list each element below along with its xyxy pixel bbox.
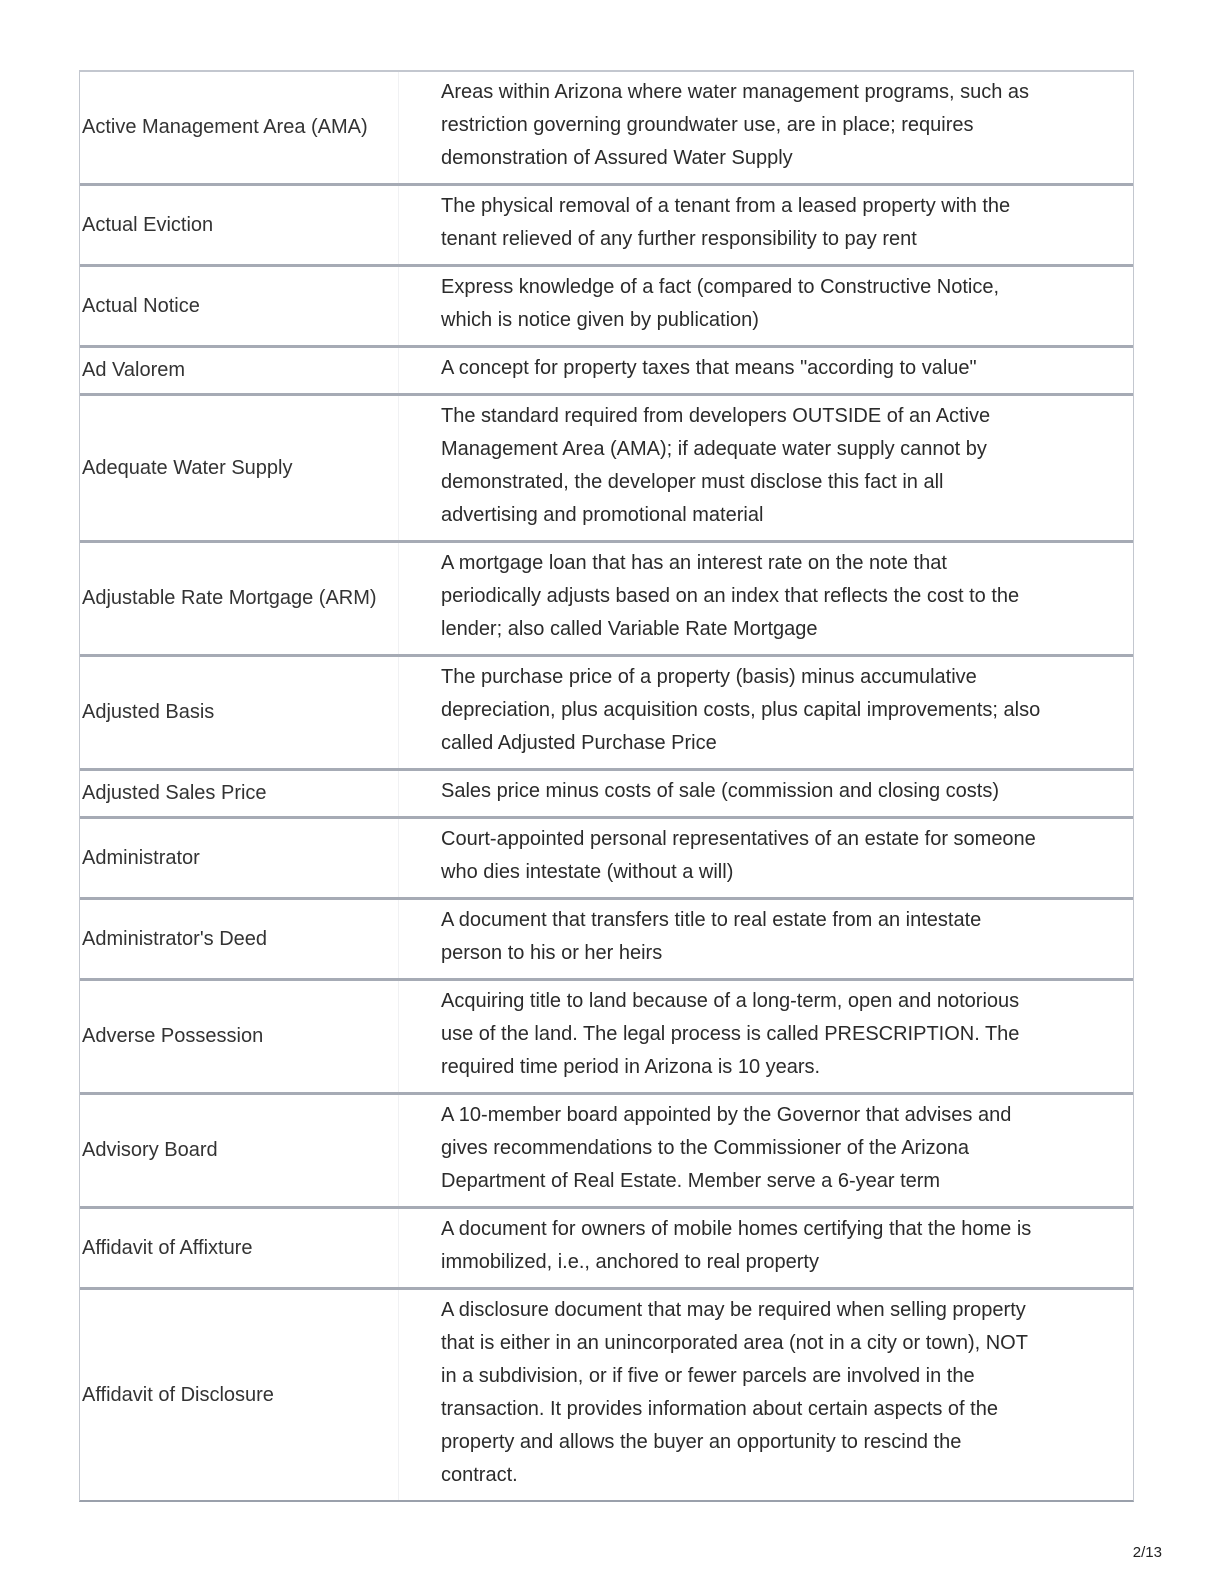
definition-cell (398, 657, 1133, 768)
definition-text: A document for owners of mobile homes certifying that the home is immobilized, i.e., anchored to real property (441, 1218, 1032, 1273)
table-row (80, 900, 1133, 981)
definition-cell (398, 396, 1133, 540)
definition-text: The physical removal of a tenant from a leased property with the tenant relieved of any further responsibility to pay rent (441, 195, 1011, 250)
term-cell: Adjustable Rate Mortgage (ARM) (82, 587, 377, 609)
definition-text: A disclosure document that may be required when selling property that is either in an unincorporated area (not in a city or town), NOT in a subdivision, or if five or fewer parcels are involved in the transaction. It provides information about certain aspects of the property and allows the buyer an opportunity to rescind the contract. (441, 1299, 1028, 1486)
table-row (80, 396, 1133, 543)
glossary-table (79, 70, 1134, 1502)
definition-cell (398, 900, 1133, 978)
definition-text: Acquiring title to land because of a long-term, open and notorious use of the land. The legal process is called PRESCRIPTION. The required time period in Arizona is 10 years. (441, 990, 1020, 1078)
term-cell: Adjusted Basis (82, 701, 215, 723)
definition-text: A mortgage loan that has an interest rate on the note that periodically adjusts based on an index that reflects the cost to the lender; also called Variable Rate Mortgage (441, 552, 1020, 640)
definition-cell (398, 72, 1133, 183)
definition-text: The standard required from developers OUTSIDE of an Active Management Area (AMA); if adequate water supply cannot by demonstrated, the developer must disclose this fact in all advertising and promotional material (441, 405, 991, 526)
table-row (80, 819, 1133, 900)
page-number: 2/13 (1132, 1544, 1162, 1561)
definition-cell (398, 771, 1133, 816)
term-cell: Adjusted Sales Price (82, 782, 267, 804)
table-row (80, 981, 1133, 1095)
definition-text: Court-appointed personal representatives of an estate for someone who dies intestate (without a will) (441, 828, 1036, 883)
definition-cell (398, 981, 1133, 1092)
definition-text: Sales price minus costs of sale (commission and closing costs) (441, 780, 999, 802)
definition-cell (398, 186, 1133, 264)
definition-cell (398, 1290, 1133, 1500)
definition-cell (398, 819, 1133, 897)
definition-text: A 10-member board appointed by the Governor that advises and gives recommendations to the Commissioner of the Arizona Department of Real Estate. Member serve a 6-year term (441, 1104, 1012, 1192)
table-row (80, 348, 1133, 396)
table-row (80, 1095, 1133, 1209)
definition-cell (398, 543, 1133, 654)
term-cell: Active Management Area (AMA) (82, 116, 368, 138)
table-row (80, 771, 1133, 819)
table-row (80, 72, 1133, 186)
definition-text: Areas within Arizona where water management programs, such as restriction governing groundwater use, are in place; requires demonstration of Assured Water Supply (441, 81, 1030, 169)
definition-cell (398, 1209, 1133, 1287)
term-cell: Adverse Possession (82, 1025, 264, 1047)
term-cell: Administrator's Deed (82, 927, 267, 950)
definition-cell (398, 1095, 1133, 1206)
term-cell: Advisory Board (82, 1139, 218, 1161)
term-cell: Actual Eviction (82, 213, 214, 236)
table-row (80, 1209, 1133, 1290)
term-cell: Affidavit of Affixture (82, 1236, 253, 1259)
table-row (80, 186, 1133, 267)
table-row (80, 267, 1133, 348)
term-cell: Adequate Water Supply (82, 456, 293, 479)
table-row (80, 1290, 1133, 1500)
definition-text: The purchase price of a property (basis) minus accumulative depreciation, plus acquisition costs, plus capital improvements; also called Adjusted Purchase Price (441, 666, 1041, 754)
term-cell: Affidavit of Disclosure (82, 1383, 274, 1406)
term-cell: Ad Valorem (82, 359, 186, 381)
definition-text: Express knowledge of a fact (compared to Constructive Notice, which is notice given by publication) (441, 276, 1000, 331)
definition-cell (398, 348, 1133, 393)
definition-text: A concept for property taxes that means "according to value" (441, 357, 977, 379)
table-row (80, 657, 1133, 771)
term-cell: Actual Notice (82, 294, 200, 317)
term-cell: Administrator (82, 846, 200, 869)
table-row (80, 543, 1133, 657)
definition-text: A document that transfers title to real estate from an intestate person to his or her heirs (441, 909, 982, 964)
definition-cell (398, 267, 1133, 345)
